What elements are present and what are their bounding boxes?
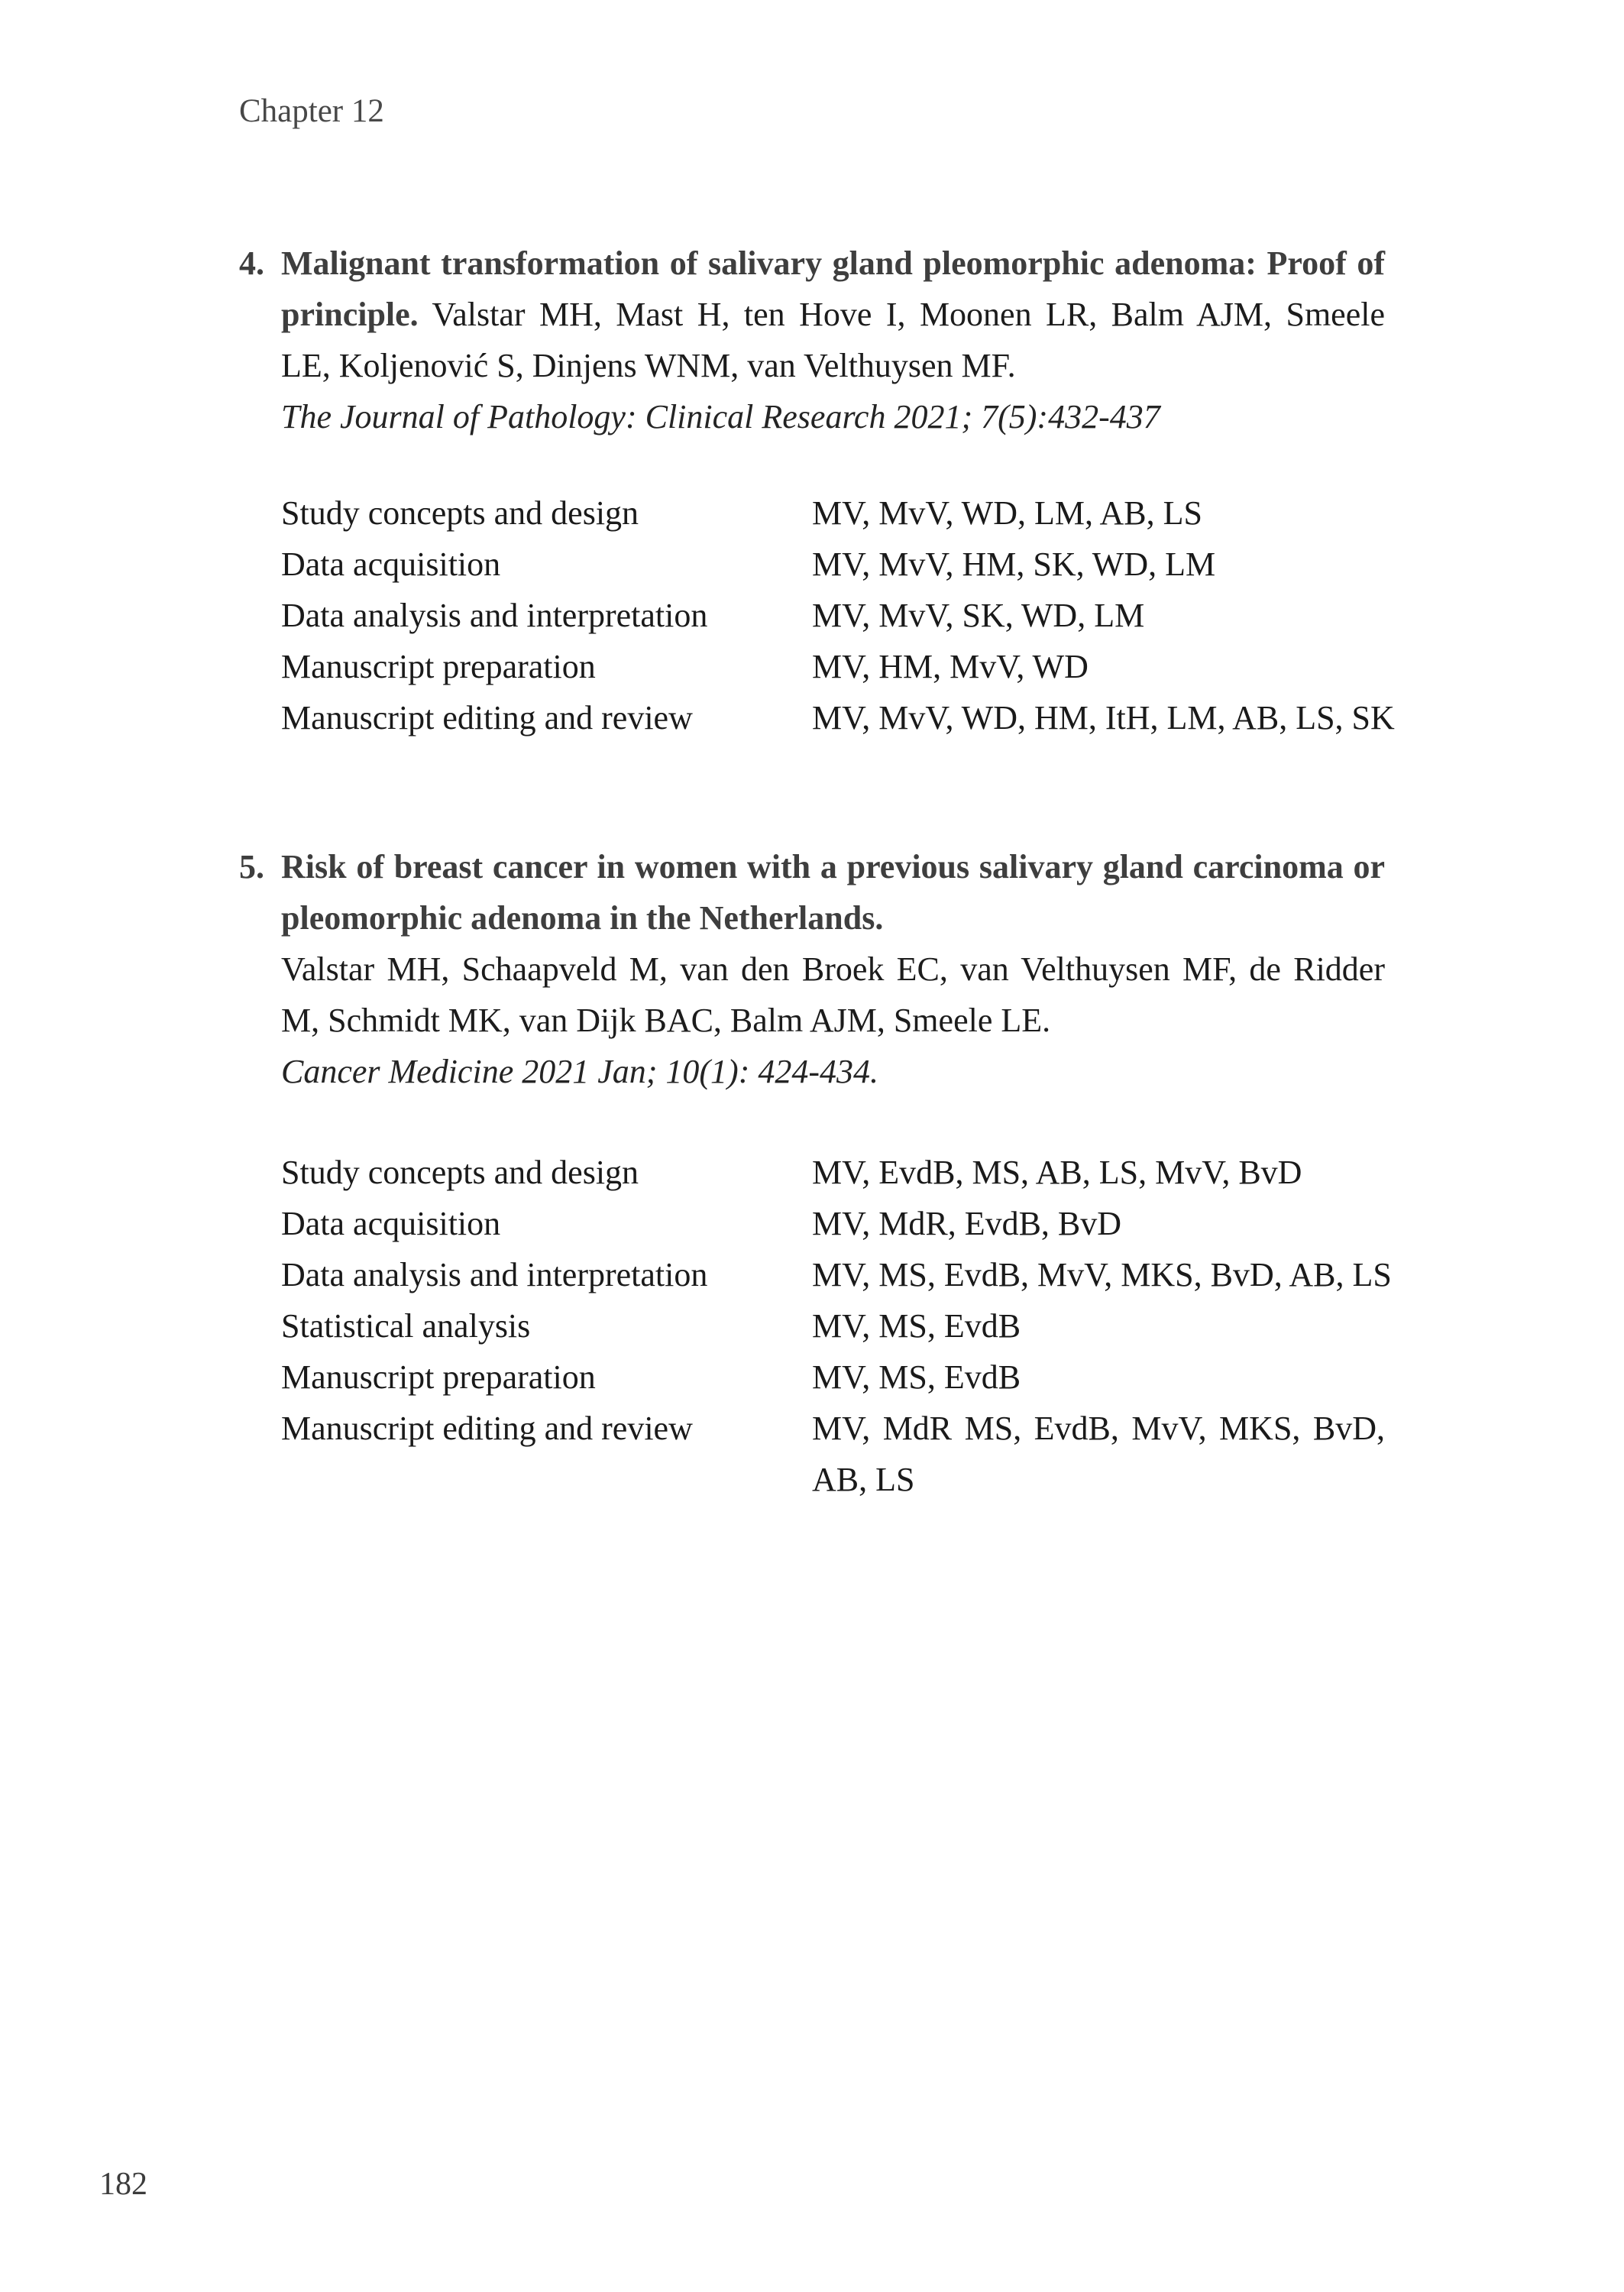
contribution-row [281,1300,1385,1352]
contribution-authors-text: MV, MdR, EvdB, BvD [812,1205,1122,1242]
page-number: 182 [99,2167,147,2202]
publication-title-line [281,841,1385,892]
contribution-authors-text: MV, MS, EvdB [812,1358,1021,1396]
journal-reference [281,391,1385,442]
contribution-role-label: Data analysis and interpretation [281,1256,708,1293]
publication-authors-line [281,944,1385,995]
contribution-role-label: Manuscript editing and review [281,699,693,736]
authors-text: Valstar MH, Schaapveld M, van den Broek EC, van Velthuysen MF, de Ridder [281,950,1385,988]
contribution-authors-value [812,1249,1392,1300]
contribution-role-label: Statistical analysis [281,1307,531,1345]
publication-number: 4. [239,244,264,282]
journal-reference [281,1046,1385,1097]
publication-body [281,841,1385,1097]
title-text: Malignant transformation of salivary gland pleomorphic adenoma: Proof of [281,244,1385,282]
title-text: pleomorphic adenoma in the Netherlands. [281,899,884,937]
publication-authors-line [281,340,1385,391]
contribution-authors-text: MV, MvV, SK, WD, LM [812,597,1145,634]
contribution-authors-text-continued: AB, LS [812,1461,915,1498]
contribution-authors-value [812,1403,1385,1505]
publication-entry-4 [239,238,1385,442]
contribution-authors-text: MV, MS, EvdB, MvV, MKS, BvD, AB, LS [812,1256,1392,1293]
contribution-role-label: Manuscript preparation [281,648,596,685]
publication-title-line [281,238,1385,289]
authors-text: Valstar MH, Mast H, ten Hove I, Moonen LR, Balm AJM, Smeele [432,296,1385,333]
contribution-authors-value [812,590,1385,641]
contribution-role-label: Data analysis and interpretation [281,597,708,634]
contribution-row [281,539,1385,590]
contribution-authors-text: MV, EvdB, MS, AB, LS, MvV, BvD [812,1154,1302,1191]
publication-body [281,238,1385,442]
contributions-table-4 [281,487,1395,743]
contribution-role-label: Study concepts and design [281,1154,639,1191]
contribution-authors-text: MV, MvV, HM, SK, WD, LM [812,545,1216,583]
contribution-row [281,1198,1385,1249]
contribution-row [281,692,1395,743]
contribution-row [281,590,1385,641]
contribution-authors-value [812,487,1385,539]
contribution-authors-text: MV, MS, EvdB [812,1307,1021,1345]
journal-reference-text: The Journal of Pathology: Clinical Research 2021; 7(5):432-437 [281,398,1160,435]
publication-title-authors-line [281,289,1385,340]
contribution-authors-value [812,1198,1385,1249]
contribution-authors-value [812,539,1385,590]
contributions-table-5 [281,1147,1392,1505]
contribution-role-label: Data acquisition [281,1205,501,1242]
publication-title-line [281,892,1385,944]
contribution-authors-text: MV, MdR MS, EvdB, MvV, MKS, BvD, [812,1410,1385,1447]
publication-authors-line [281,995,1385,1046]
contribution-row [281,1147,1385,1198]
contribution-authors-value [812,1352,1385,1403]
title-text: Risk of breast cancer in women with a previous salivary gland carcinoma or [281,848,1385,885]
contribution-role-label: Manuscript editing and review [281,1410,693,1447]
contribution-authors-value [812,641,1385,692]
authors-text: M, Schmidt MK, van Dijk BAC, Balm AJM, Smeele LE. [281,1002,1051,1039]
journal-reference-text: Cancer Medicine 2021 Jan; 10(1): 424-434. [281,1053,879,1090]
chapter-header: Chapter 12 [239,93,384,129]
publication-entry-5 [239,841,1385,1097]
contribution-authors-text: MV, MvV, WD, LM, AB, LS [812,494,1203,532]
contribution-role-label: Data acquisition [281,545,501,583]
publication-number: 5. [239,848,264,885]
contribution-row [281,1352,1385,1403]
contribution-authors-value [812,1300,1385,1352]
contribution-row [281,641,1385,692]
title-text: principle. [281,296,419,333]
contribution-row [281,1249,1392,1300]
contribution-authors-text: MV, MvV, WD, HM, ItH, LM, AB, LS, SK [812,699,1395,736]
contribution-role-label: Manuscript preparation [281,1358,596,1396]
authors-text: LE, Koljenović S, Dinjens WNM, van Velthuysen MF. [281,347,1016,384]
contribution-row [281,487,1385,539]
contribution-authors-text: MV, HM, MvV, WD [812,648,1089,685]
contribution-authors-value [812,692,1395,743]
contribution-row [281,1403,1385,1505]
contribution-authors-value [812,1147,1385,1198]
contribution-role-label: Study concepts and design [281,494,639,532]
